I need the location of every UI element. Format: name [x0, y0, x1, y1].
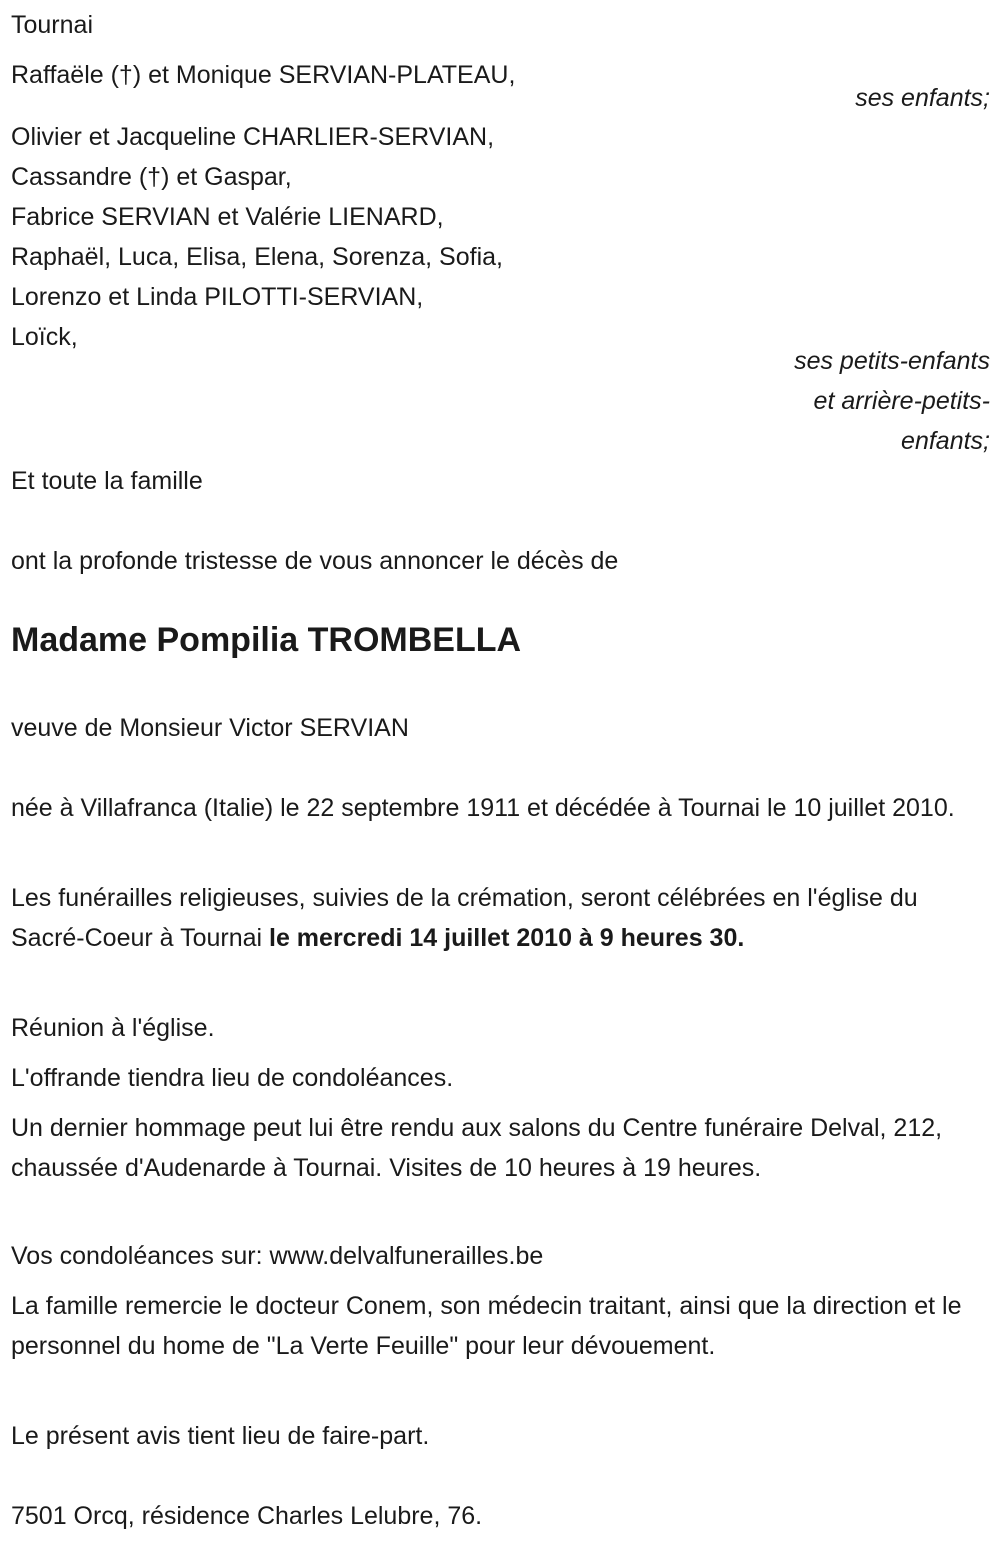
- grandchild-line: Raphaël, Luca, Elisa, Elena, Sorenza, Sofia,: [11, 243, 503, 271]
- birth-death: née à Villafranca (Italie) le 22 septembre 1911 et décédée à Tournai le 10 juillet 2010.: [11, 794, 955, 822]
- address: 7501 Orcq, résidence Charles Lelubre, 76.: [11, 1502, 483, 1530]
- children-label: ses enfants;: [855, 84, 990, 112]
- widow-of: veuve de Monsieur Victor SERVIAN: [11, 714, 409, 742]
- funeral-text: Les funérailles religieuses, suivies de la crémation, seront célébrées en l'église du Sacré-Coeur à Tournai: [11, 884, 918, 952]
- grandchild-line: Loïck,: [11, 323, 78, 351]
- deceased-name: Madame Pompilia TROMBELLA: [11, 621, 522, 659]
- announcement: ont la profonde tristesse de vous annoncer le décès de: [11, 547, 619, 575]
- tribute: Un dernier hommage peut lui être rendu aux salons du Centre funéraire Delval, 212, chaussée d'Audenarde à Tournai. Visites de 10 heures à 19 heures.: [11, 1114, 943, 1182]
- condolences: Vos condoléances sur: www.delvalfunerailles.be: [11, 1242, 544, 1270]
- family: Et toute la famille: [11, 467, 203, 495]
- funeral-info: [11, 878, 986, 958]
- grandchildren-label: [794, 341, 990, 461]
- offering: L'offrande tiendra lieu de condoléances.: [11, 1064, 454, 1092]
- grandchild-line: Lorenzo et Linda PILOTTI-SERVIAN,: [11, 283, 424, 311]
- city: Tournai: [11, 11, 93, 39]
- label-line: enfants;: [901, 427, 990, 455]
- notice: Le présent avis tient lieu de faire-part.: [11, 1422, 430, 1450]
- grandchild-line: Olivier et Jacqueline CHARLIER-SERVIAN,: [11, 123, 495, 151]
- funeral-date: le mercredi 14 juillet 2010 à 9 heures 30.: [269, 924, 745, 952]
- grandchildren-list: [11, 117, 986, 357]
- label-line: et arrière-petits-: [813, 387, 990, 415]
- label-line: ses petits-enfants: [794, 347, 990, 375]
- grandchild-line: Fabrice SERVIAN et Valérie LIENARD,: [11, 203, 444, 231]
- children-line: Raffaële (†) et Monique SERVIAN-PLATEAU,: [11, 61, 516, 89]
- grandchild-line: Cassandre (†) et Gaspar,: [11, 163, 292, 191]
- thanks: La famille remercie le docteur Conem, son médecin traitant, ainsi que la direction et le personnel du home de "La Verte Feuille" pour leur dévouement.: [11, 1292, 962, 1360]
- meeting: Réunion à l'église.: [11, 1014, 215, 1042]
